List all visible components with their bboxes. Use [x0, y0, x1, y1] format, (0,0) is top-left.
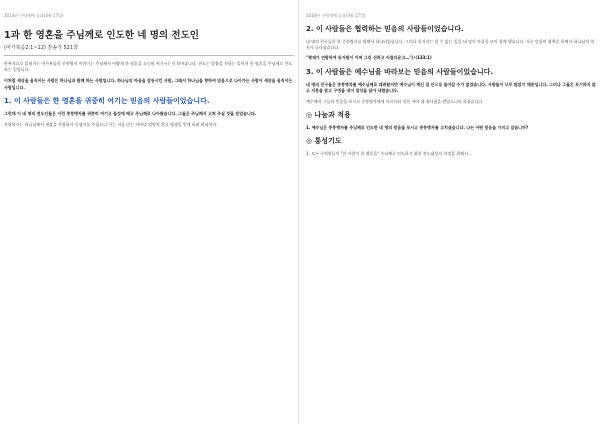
scripture-quote: "형제가 연합하여 동거함이 어찌 그리 선하고 아름다운고…"(시133:1): [306, 55, 432, 61]
prayer-bullet-icon: ◎: [306, 137, 315, 146]
title-divider: [4, 55, 294, 56]
section1-paragraph-a: 그런데 이 네 명의 전도인들은 이런 중풍병자를 귀중히 여기고 들것에 메고 주님께로 나아왔습니다. 그들은 주님께서 고쳐 주실 것을 믿었습니다.: [4, 110, 257, 116]
section1-heading: 1. 이 사람들은 한 영혼을 귀중히 여기는 믿음의 사람들이었습니다.: [4, 96, 210, 105]
lesson-title: 1과 한 영혼을 주님께로 인도한 네 명의 전도인: [4, 30, 199, 41]
section2-paragraph: 네 명의 친구들은 한 중풍병자를 위해서 하나되었습니다. 그러나 혼자서는 할 수 없는 일을 네 명이 마음을 모아 함께 했습니다. 서로 믿음의 협력을 통해서 하나님의 역사가 나타났습니다.: [306, 39, 595, 51]
left-page: [4, 0, 294, 424]
nanum-bullet-icon: ◎: [306, 111, 315, 120]
intro-paragraph: 반복적으로 읽혀지는 마가복음의 중풍병자 이야기는 주님께서 어떻게 한 영혼을 소중히 여기시는지 보여줍니다. 전도는 말씀을 전하는 일이며 한 영혼을 주님께로 인도하는 일입니다.: [4, 61, 293, 73]
right-page: [306, 0, 596, 424]
section1-paragraph-b: 사랑하시는 하나님께서 세상을 사랑하사 독생자를 주셨으니 이는 저를 믿는 자마다 멸망치 않고 영생을 얻게 하려 하심이라.: [4, 122, 218, 128]
nanum-heading: ◎ 나눔과 적용: [306, 111, 351, 120]
page-gutter: [298, 0, 299, 424]
theme-paragraph: 이처럼 세상을 움직이는 사람은 하나님과 함께 하는 사람입니다. 하나님의 마음을 감동시킨 사람, 그래서 하나님을 향하여 믿음으로 나아가는 사람이 세상을 움직이는 사람입니다.: [4, 78, 293, 90]
section2-heading: 2. 이 사람들은 협력하는 믿음의 사람들이었습니다.: [306, 25, 464, 33]
page-header: 2014년 구역예배 공과(3월 17일): [306, 13, 366, 18]
section3-heading: 3. 이 사람들은 예수님을 바라보는 믿음의 사람들이었습니다.: [306, 67, 494, 76]
page-header: 2014년 구역예배 공과(3월 17일): [4, 13, 64, 18]
prayer-paragraph: 1. 모든 구역원들이 "한 사람이 한 영혼을" 주님께로 인도하기 위한 전도대상자 작정을 위해서…: [306, 151, 472, 157]
nanum-paragraph: 1. 예수님은 중풍병자를 주님께로 인도한 네 명의 믿음을 보시고 중풍병자를 고치셨습니다. 나는 어떤 믿음을 가지고 있습니까?: [306, 125, 529, 131]
section3-close: 예수께서 그들의 믿음을 보시고 중풍병자에게 이르시되 작은 자야 네 죄사함을 받았느니라 하셨습니다.: [306, 99, 484, 105]
scripture-reference: (마가복음2:1~12) 찬송가 521장: [4, 45, 78, 51]
prayer-heading: ◎ 통성기도: [306, 137, 342, 146]
section3-paragraph: 네 명의 친구들은 중풍병자를 예수님께로 데려왔지만 예수님이 계신 집 안으로 들어갈 수가 없었습니다. 사람들이 너무 많았기 때문입니다. 그러나 그들은 포기하지 않고 지붕을 뜯고 구멍을 내어 침상을 달아 내렸습니다.: [306, 81, 596, 93]
